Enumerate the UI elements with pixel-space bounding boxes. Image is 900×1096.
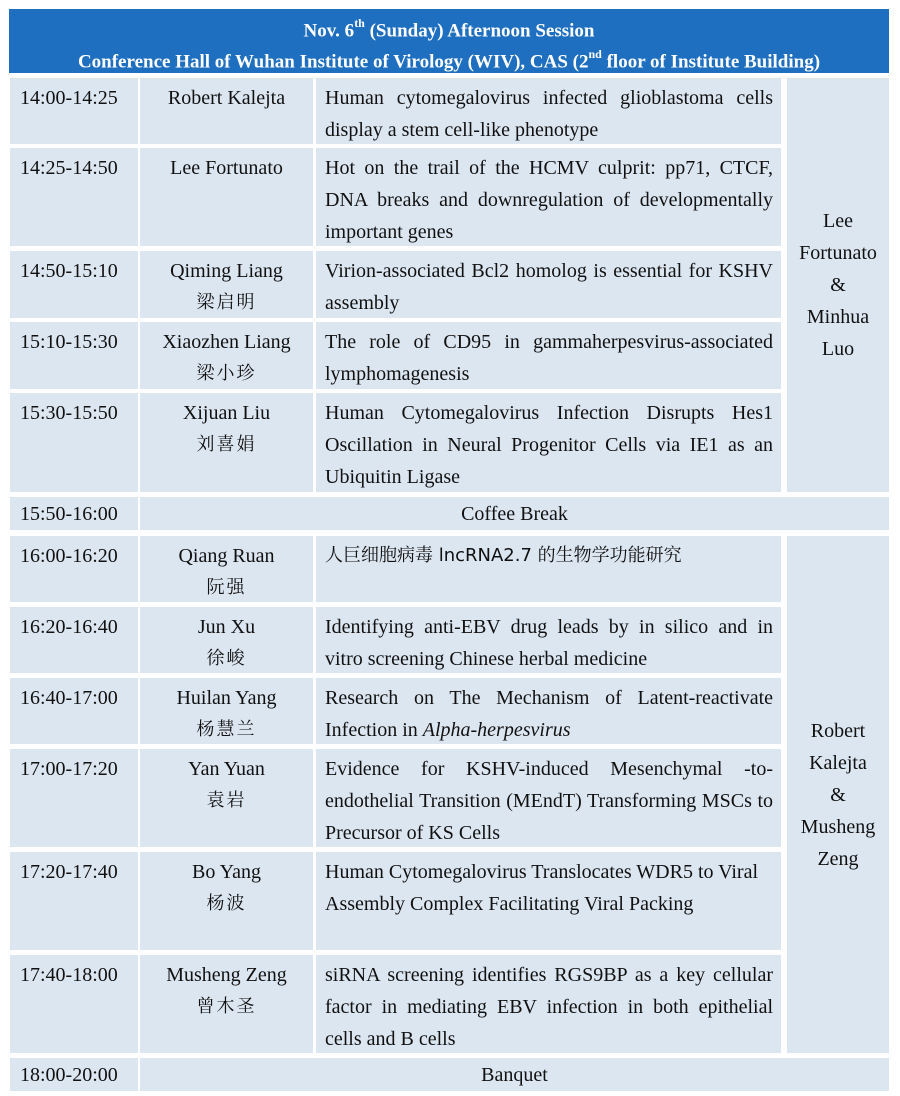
talk-title: Evidence for KSHV-induced Mesenchymal -to-endothelial Transition (MEndT) Transforming MSCs to Precursor of KS Cells [316, 749, 781, 847]
talk-title-italic: Alpha-herpesvirus [422, 719, 571, 741]
talk-title: Identifying anti-EBV drug leads by in silico and in vitro screening Chinese herbal medicine [316, 607, 781, 673]
talk-title: Human Cytomegalovirus Translocates WDR5 to Viral Assembly Complex Facilitating Viral Packing [316, 852, 781, 950]
session-venue: Conference Hall of Wuhan Institute of Virology (WIV), CAS (2nd floor of Institute Building) [77, 47, 821, 73]
talk-title: Hot on the trail of the HCMV culprit: pp71, CTCF, DNA breaks and downregulation of developmentally important genes [316, 148, 781, 246]
coffee-break: Coffee Break [140, 497, 889, 530]
session-title: Nov. 6th (Sunday) Afternoon Session [303, 16, 595, 42]
talk-speaker: Lee Fortunato [140, 148, 313, 246]
talk-time: 14:25-14:50 [10, 148, 138, 246]
chair-line: & [830, 274, 846, 296]
chair-line: Musheng [800, 815, 876, 838]
talk-speaker: Xijuan Liu 刘喜娟 [140, 393, 313, 492]
talk-time: 16:40-17:00 [10, 678, 138, 744]
talk-time: 16:20-16:40 [10, 607, 138, 673]
talk-speaker: Jun Xu 徐峻 [140, 607, 313, 673]
talk-speaker: Huilan Yang 杨慧兰 [140, 678, 313, 744]
talk-title: 人巨细胞病毒 lncRNA2.7 的生物学功能研究 [316, 536, 781, 602]
talk-time: 17:20-17:40 [10, 852, 138, 950]
chair-line: Luo [821, 338, 855, 360]
talk-speaker: Robert Kalejta [140, 78, 313, 144]
talk-time: 17:00-17:20 [10, 749, 138, 847]
chair-line: Robert [810, 719, 866, 742]
break-time: 15:50-16:00 [10, 497, 138, 530]
talk-speaker-zh: 阮强 [206, 577, 247, 598]
chair-line: Minhua [806, 306, 870, 328]
session-header [9, 9, 889, 73]
chair-line: Kalejta [809, 751, 867, 774]
talk-speaker-zh: 梁小珍 [196, 363, 257, 384]
talk-title: Human cytomegalovirus infected glioblastoma cells display a stem cell-like phenotype [316, 78, 781, 144]
talk-speaker-zh: 杨慧兰 [196, 719, 257, 740]
talk-title: siRNA screening identifies RGS9BP as a key cellular factor in mediating EBV infection in both epithelial cells and B cells [316, 955, 781, 1053]
talk-title: Human Cytomegalovirus Infection Disrupts Hes1 Oscillation in Neural Progenitor Cells via IE1 as an Ubiquitin Ligase [316, 393, 781, 492]
talk-speaker: Xiaozhen Liang 梁小珍 [140, 322, 313, 389]
talk-time: 15:30-15:50 [10, 393, 138, 492]
talk-time: 16:00-16:20 [10, 536, 138, 602]
talk-time: 17:40-18:00 [10, 955, 138, 1053]
chair-line: Fortunato [799, 242, 877, 264]
banquet: Banquet [140, 1058, 889, 1091]
session-chair [787, 536, 889, 1053]
talk-time: 14:50-15:10 [10, 251, 138, 318]
talk-speaker: Yan Yuan 袁岩 [140, 749, 313, 847]
talk-speaker-zh: 曾木圣 [196, 996, 257, 1017]
break-time: 18:00-20:00 [10, 1058, 138, 1091]
talk-speaker-zh: 梁启明 [196, 292, 257, 313]
talk-title: Research on The Mechanism of Latent-reactivate Infection in Alpha-herpesvirus [316, 678, 781, 744]
talk-speaker: Qiming Liang 梁启明 [140, 251, 313, 318]
chair-line: Lee [823, 210, 853, 232]
talk-speaker-zh: 杨波 [206, 893, 247, 914]
talk-speaker: Musheng Zeng 曾木圣 [140, 955, 313, 1053]
talk-time: 15:10-15:30 [10, 322, 138, 389]
chair-line: Zeng [817, 847, 859, 870]
talk-speaker-zh: 刘喜娟 [196, 434, 257, 455]
talk-title: The role of CD95 in gammaherpesvirus-associated lymphomagenesis [316, 322, 781, 389]
chair-line: & [830, 783, 846, 806]
talk-speaker-zh: 徐峻 [206, 648, 247, 669]
talk-speaker: Bo Yang 杨波 [140, 852, 313, 950]
talk-title: Virion-associated Bcl2 homolog is essential for KSHV assembly [316, 251, 781, 318]
talk-speaker: Qiang Ruan 阮强 [140, 536, 313, 602]
talk-speaker-zh: 袁岩 [206, 790, 247, 811]
talk-time: 14:00-14:25 [10, 78, 138, 144]
session-chair [787, 78, 889, 492]
